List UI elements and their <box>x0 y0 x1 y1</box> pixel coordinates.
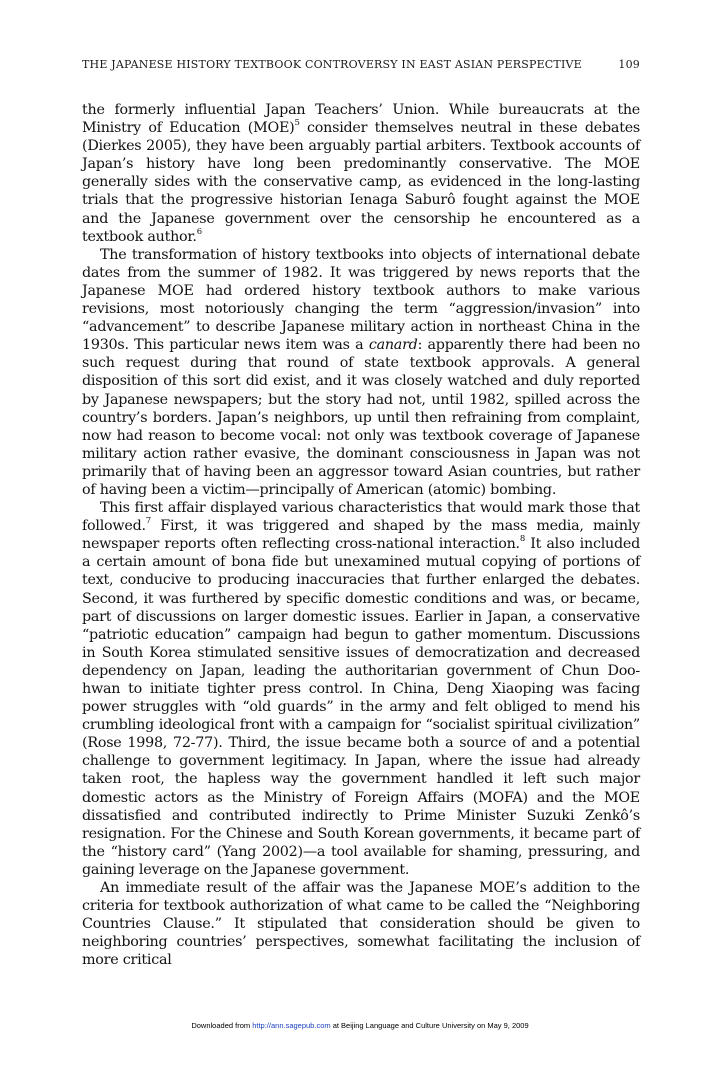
text-run: This first affair displayed various characteristics that would mark those that followed. <box>82 500 640 535</box>
footer-suffix: at Beijing Language and Culture University on May 9, 2009 <box>330 1021 529 1030</box>
text-run: An immediate result of the affair was the Japanese MOE’s addition to the criteria for textbook authorization of what came to be called the “Neighboring Countries Clause.” It stipulated that consideration should be given to neighboring countries’ perspectives, somewhat facilitating the inclusion of more critical <box>82 880 640 969</box>
paragraph <box>82 246 640 499</box>
text-run: the formerly influential Japan Teachers’ Union. While bureaucrats at the Ministry of Education (MOE) <box>82 102 640 137</box>
text-run: The transformation of history textbooks into objects of international debate dates from the summer of 1982. It was triggered by news reports that the Japanese MOE had ordered history textbook authors to make various revisions, most notoriously changing the term “aggression/invasion” into “advancement” to describe Japanese military action in northeast China in the 1930s. This particular news item was a <box>82 246 640 354</box>
text-run: : apparently there had been no such request during that round of state textbook approvals. A general disposition of this sort did exist, and it was closely watched and duly reported by Japanese newspapers; but the story had not, until 1982, spilled across the country’s borders. Japan’s neighbors, up until then refraining from complaint, now had reason to become vocal: not only was textbook coverage of Japanese military action rather evasive, the dominant consciousness in Japan was not primarily that of having been an aggressor toward Asian countries, but rather of having been a victim—principally of American (atomic) bombing. <box>82 337 641 498</box>
paragraph <box>82 879 640 969</box>
footnote-marker: 6 <box>196 226 202 237</box>
running-head-title: THE JAPANESE HISTORY TEXTBOOK CONTROVERSY IN EAST ASIAN PERSPECTIVE <box>82 58 582 71</box>
body-text <box>82 101 640 970</box>
text-run: consider themselves neutral in these debates (Dierkes 2005), they have been arguably partial arbiters. Textbook accounts of Japan’s history have long been predominantly conservative. The MOE generally sides with the conservative camp, as evidenced in the long-lasting trials that the progressive historian Ienaga Saburô fought against the MOE and the Japanese government over the censorship he encountered as a textbook author. <box>82 120 640 245</box>
footnote-marker: 5 <box>294 118 300 129</box>
footnote-marker: 8 <box>519 534 526 545</box>
text-run: First, it was triggered and shaped by the mass media, mainly newspaper reports often reflecting cross-national interaction. <box>82 518 640 553</box>
text-run: It also included a certain amount of bona fide but unexamined mutual copying of portions of text, conducive to producing inaccuracies that further enlarged the debates. Second, it was furthered by specific domestic conditions and was, or became, part of discussions on larger domestic issues. Earlier in Japan, a conservative “patriotic education” campaign had begun to gather momentum. Discussions in South Korea stimulated sensitive issues of democratization and decreased dependency on Japan, leading the authoritarian government of Chun Doo-hwan to initiate tighter press control. In China, Deng Xiaoping was facing power struggles with “old guards” in the army and felt obliged to mend his crumbling ideological front with a campaign for “socialist spiritual civilization” (Rose 1998, 72-77). Third, the issue became both a source of and a potential challenge to government legitimacy. In Japan, where the issue had already taken root, the hapless way the government handled it left such major domestic actors as the Ministry of Foreign Affairs (MOFA) and the MOE dissatisfied and contributed indirectly to Prime Minister Suzuki Zenkô’s resignation. For the Chinese and South Korean governments, it became part of the “history card” (Yang 2002)—a tool available for shaming, pressuring, and gaining leverage on the Japanese government. <box>82 536 640 878</box>
footer-link[interactable]: http://ann.sagepub.com <box>252 1021 331 1030</box>
footer-prefix: Downloaded from <box>191 1021 253 1030</box>
paragraph <box>82 101 640 246</box>
download-footer <box>0 1021 720 1030</box>
page-number: 109 <box>618 58 640 71</box>
footnote-marker: 7 <box>145 516 151 527</box>
paragraph <box>82 499 640 879</box>
italic-term: canard <box>368 337 418 354</box>
